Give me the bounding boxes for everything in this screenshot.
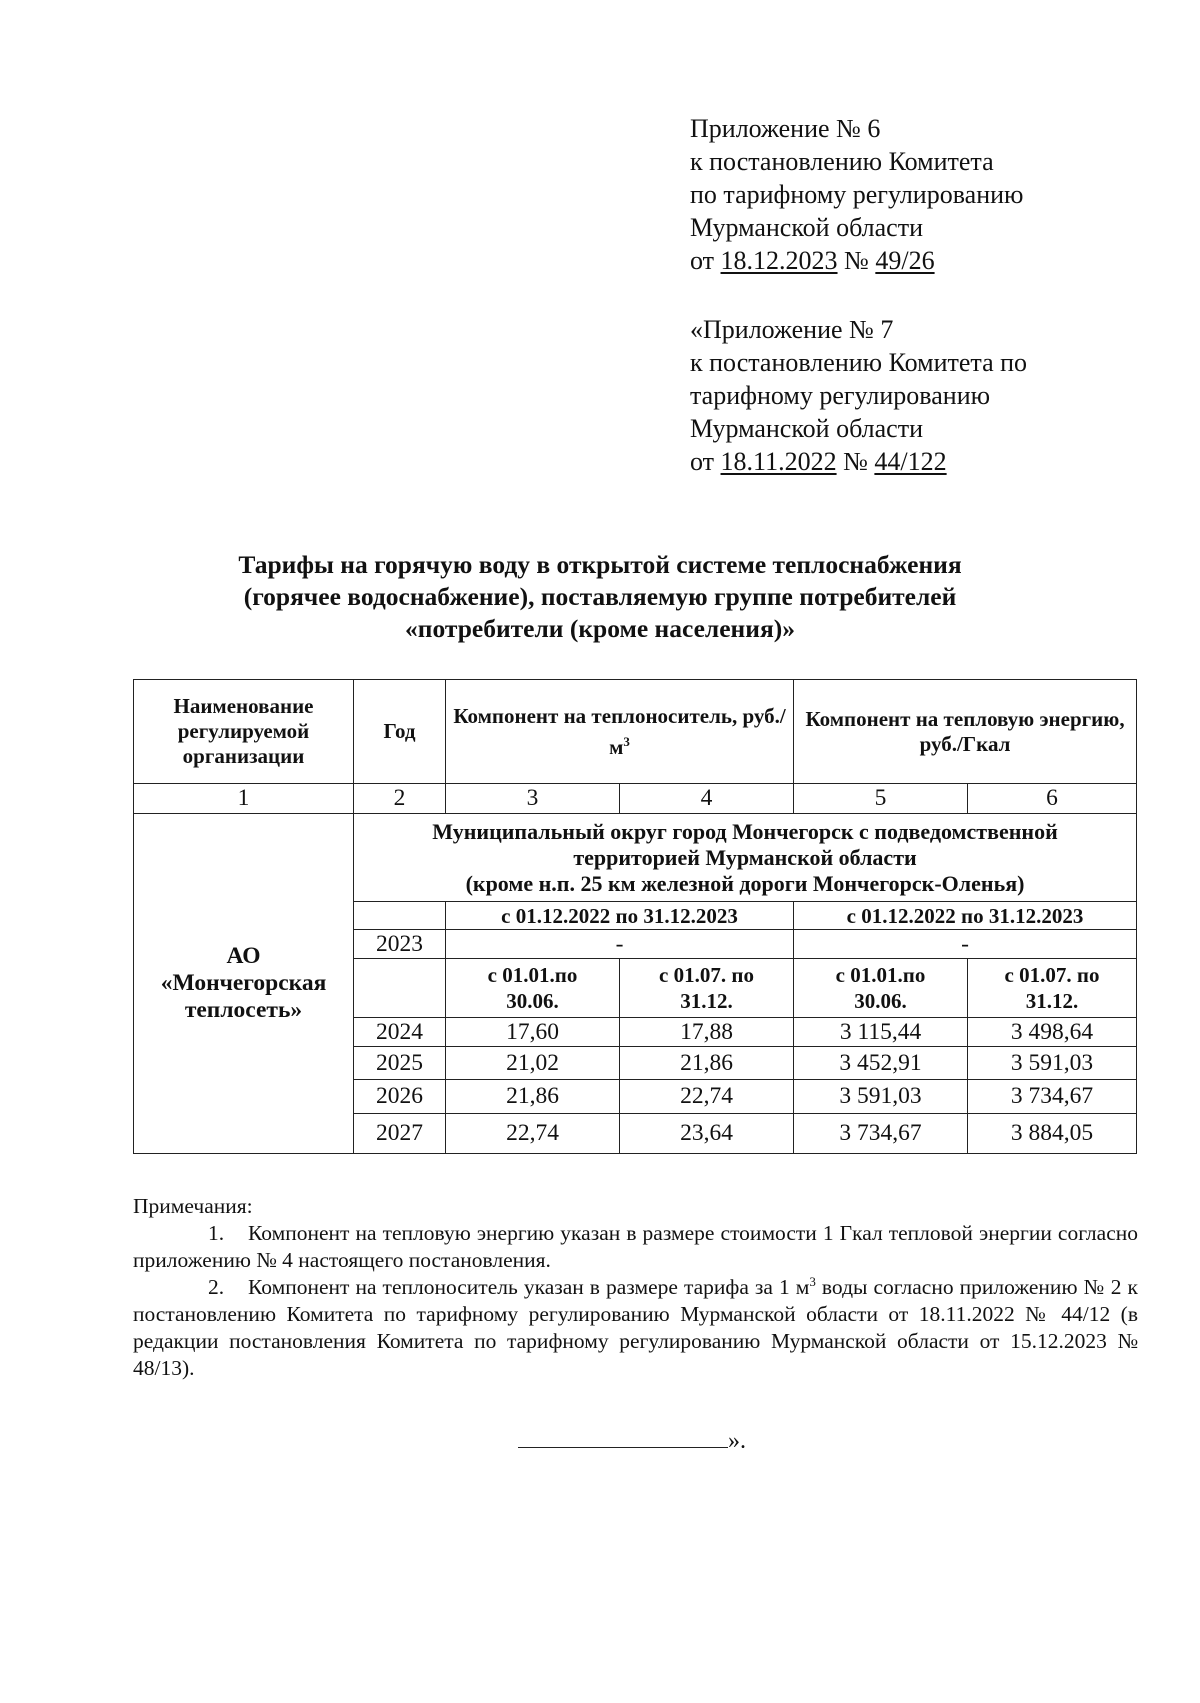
value-cell: 3 734,67 [794, 1114, 968, 1154]
appendix-7-line1: «Приложение № 7 [690, 315, 894, 344]
col-number: 2 [354, 784, 446, 814]
value-cell: 3 498,64 [968, 1018, 1137, 1047]
value-cell: 3 591,03 [794, 1080, 968, 1114]
appendix-6-number: 49/26 [875, 246, 935, 275]
col-number: 5 [794, 784, 968, 814]
appendix-7-block [690, 313, 1027, 478]
year-cell: 2023 [354, 930, 446, 959]
appendix-7-date: 18.11.2022 [720, 447, 837, 476]
appendix-7-number: 44/122 [874, 447, 947, 476]
value-cell: 21,86 [620, 1047, 794, 1080]
col-number: 1 [134, 784, 354, 814]
col-number: 3 [446, 784, 620, 814]
appendix-6-date-line: от 18.12.2023 № 49/26 [690, 246, 935, 275]
closing-mark: ». [518, 1427, 746, 1455]
col-number: 6 [968, 784, 1137, 814]
note-1: 1. Компонент на тепловую энергию указан в размере стоимости 1 Гкал тепловой энергии согласно приложению № 4 настоящего постановления. [133, 1221, 1138, 1272]
value-cell: 3 884,05 [968, 1114, 1137, 1154]
half-header: с 01.01.по 30.06. [446, 959, 620, 1018]
appendix-6-line4: Мурманской области [690, 213, 923, 242]
municipality-row [134, 814, 1137, 902]
year-cell: 2024 [354, 1018, 446, 1047]
appendix-7-line2: к постановлению Комитета по [690, 348, 1028, 377]
appendix-6-line1: Приложение № 6 [690, 114, 881, 143]
municipality-cell: Муниципальный округ город Мончегорск с подведомственной территорией Мурманской области (кроме н.п. 25 км железной дороги Мончегорск-Оленья) [354, 814, 1137, 902]
value-cell: 23,64 [620, 1114, 794, 1154]
appendix-6-date: 18.12.2023 [720, 246, 838, 275]
period-carrier: с 01.12.2022 по 31.12.2023 [446, 902, 794, 930]
value-cell: 21,02 [446, 1047, 620, 1080]
period-energy: с 01.12.2022 по 31.12.2023 [794, 902, 1137, 930]
half-header: с 01.01.по 30.06. [794, 959, 968, 1018]
header-carrier: Компонент на теплоноситель, $руб./м^3$ [446, 680, 794, 784]
header-org: Наименование регулируемой организации [134, 680, 354, 784]
half-header: с 01.07. по 31.12. [968, 959, 1137, 1018]
half-header: с 01.07. по 31.12. [620, 959, 794, 1018]
value-cell: 3 591,03 [968, 1047, 1137, 1080]
dash-carrier: - [446, 930, 794, 959]
notes-section [133, 1193, 1138, 1382]
value-cell: 17,88 [620, 1018, 794, 1047]
col-number: 4 [620, 784, 794, 814]
value-cell: 22,74 [446, 1114, 620, 1154]
header-year: Год [354, 680, 446, 784]
value-cell: 3 734,67 [968, 1080, 1137, 1114]
tariff-table [133, 679, 1137, 1154]
appendix-6-block [690, 112, 1023, 277]
notes-heading: Примечания: [133, 1194, 253, 1218]
appendix-6-line3: по тарифному регулированию [690, 180, 1024, 209]
header-energy: Компонент на тепловую энергию, руб./Гкал [794, 680, 1137, 784]
appendix-7-line3: тарифному регулированию [690, 381, 991, 410]
table-header-row [134, 680, 1137, 784]
value-cell: 22,74 [620, 1080, 794, 1114]
year-cell: 2026 [354, 1080, 446, 1114]
year-cell: 2025 [354, 1047, 446, 1080]
year-cell: 2027 [354, 1114, 446, 1154]
appendix-7-line4: Мурманской области [690, 414, 923, 443]
org-name-cell: АО «Мончегорская теплосеть» [134, 814, 354, 1154]
value-cell: 21,86 [446, 1080, 620, 1114]
appendix-7-date-line: от 18.11.2022 № 44/122 [690, 447, 947, 476]
column-numbers-row [134, 784, 1137, 814]
appendix-6-line2: к постановлению Комитета [690, 147, 994, 176]
signature-line [518, 1427, 728, 1448]
value-cell: 17,60 [446, 1018, 620, 1047]
dash-energy: - [794, 930, 1137, 959]
value-cell: 3 452,91 [794, 1047, 968, 1080]
note-2: 2. Компонент на теплоноситель указан в размере тарифа за 1 $м^3$ воды согласно приложению № 2 к постановлению Комитета по тарифному регулированию Мурманской области от 18.11.2022 № 44/12 (в редакции постановления Комитета по тарифному регулированию Мурманской области от 15.12.2023 № 48/13). [133, 1273, 1138, 1380]
value-cell: 3 115,44 [794, 1018, 968, 1047]
document-title: Тарифы на горячую воду в открытой системе теплоснабжения (горячее водоснабжение), поставляемую группе потребителей «потребители (кроме населения)» [238, 550, 962, 643]
